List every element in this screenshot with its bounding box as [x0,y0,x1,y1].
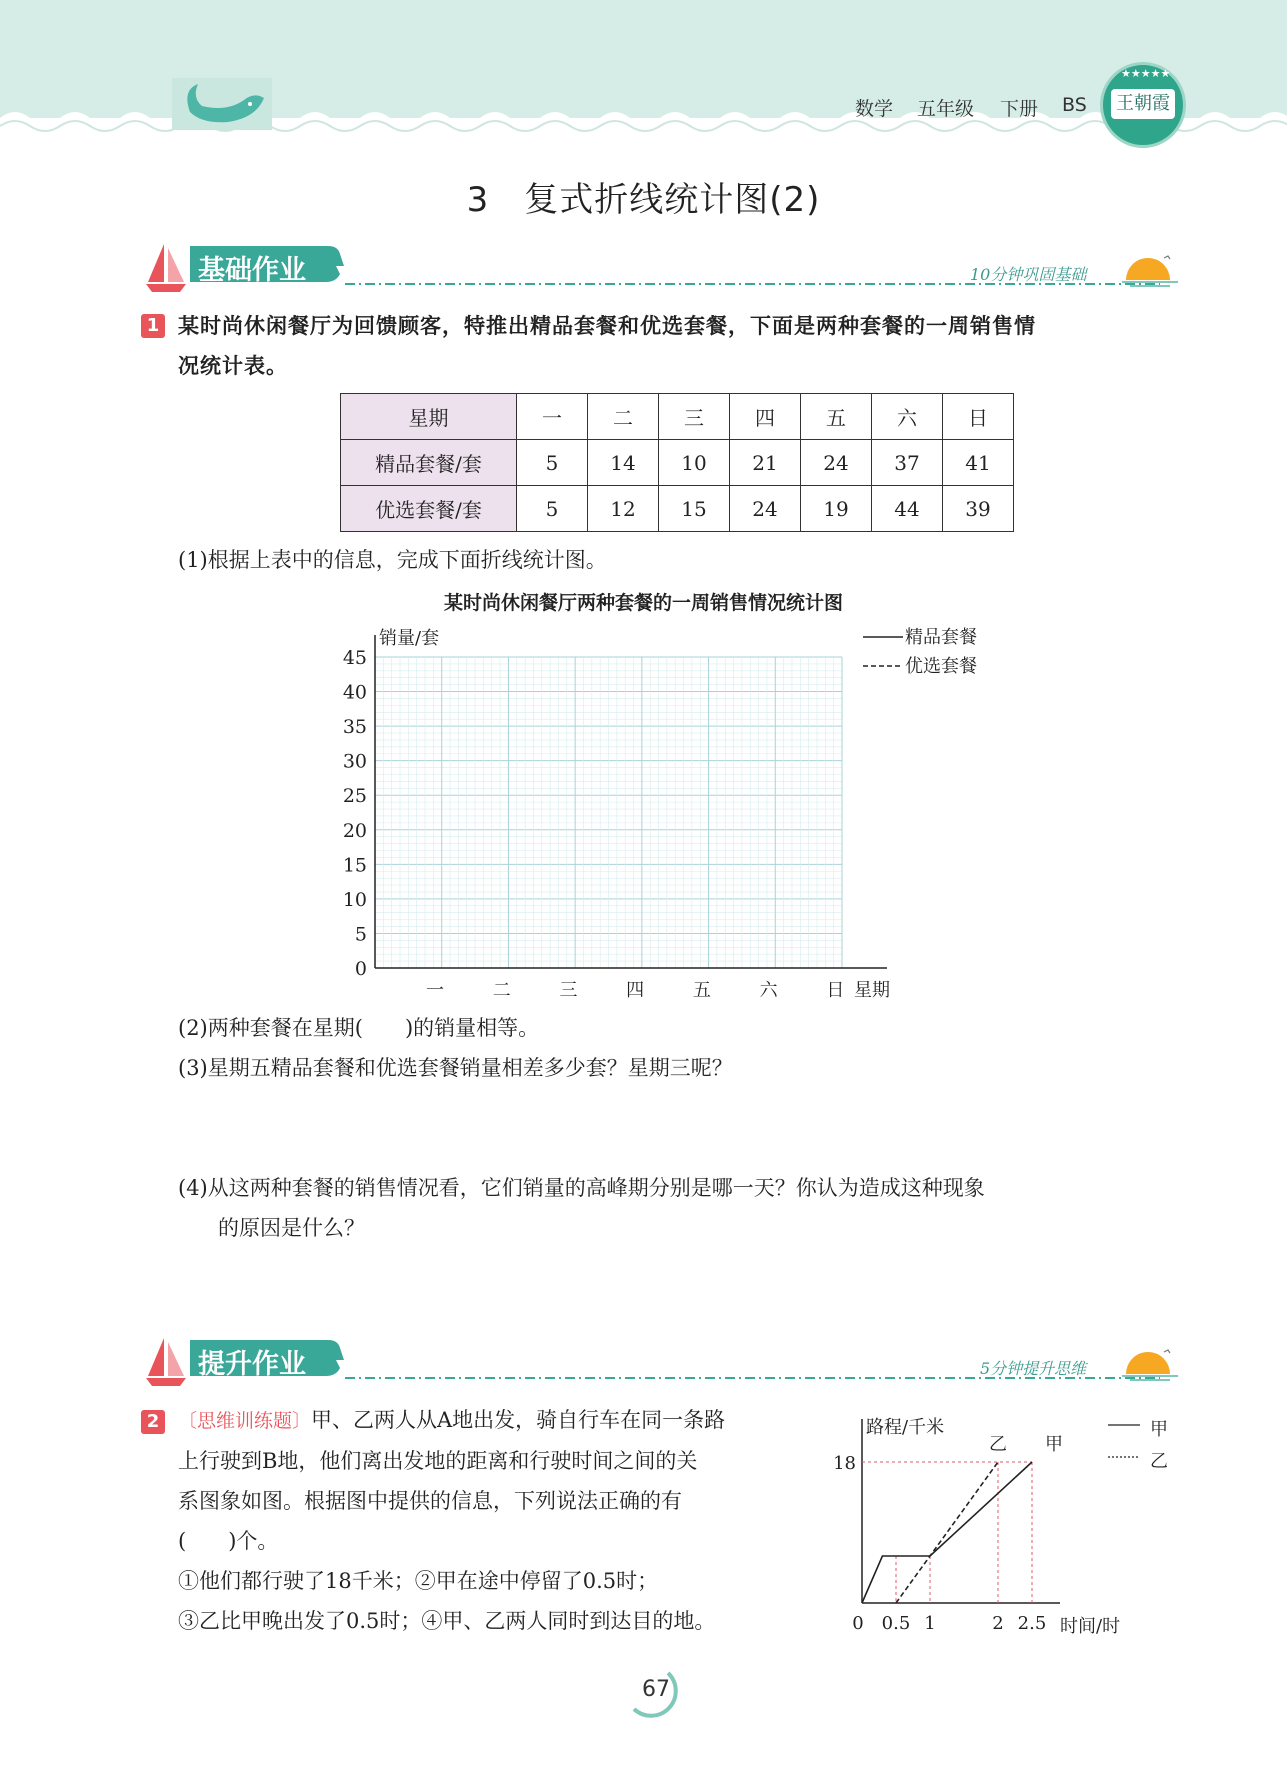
section1-label: 基础作业 [198,255,306,286]
legend-label: 优选套餐 [905,656,977,677]
question-1-sub2: (2)两种套餐在星期( )的销量相等。 [178,1016,540,1040]
x-tick-label: 0 [852,1613,864,1634]
sunset-icon [1120,252,1180,288]
brand-logo [1100,62,1186,148]
question-1-sub4-line1: (4)从这两种套餐的销售情况看，它们销量的高峰期分别是哪一天？你认为造成这种现象 [178,1176,985,1200]
question-2-line6: ③乙比甲晚出发了0.5时；④甲、乙两人同时到达目的地。 [178,1609,716,1633]
table-row-label: 精品套餐/套 [341,440,517,486]
question-2-number: 2 [141,1410,165,1434]
table-cell: 12 [588,486,659,532]
question-2-text [178,1400,818,1641]
x-tick-label: 一 [426,980,445,1001]
table-cell: 24 [801,440,872,486]
header-subject: 数学 [855,98,894,120]
table-header-row [341,394,1014,440]
table-day: 二 [588,394,659,440]
legend-label: 甲 [1150,1419,1168,1440]
y-tick-label: 15 [342,854,367,877]
page-title: 3 复式折线统计图(2) [466,180,821,220]
y-tick-label: 45 [342,647,367,669]
x-tick-label: 六 [759,980,778,1001]
y-tick-label: 20 [342,819,367,842]
section1-note: 10分钟巩固基础 [970,265,1087,284]
header-grade: 五年级 [917,98,975,120]
table-cell: 5 [517,486,588,532]
question-2-line3: 系图象如图。根据图中提供的信息，下列说法正确的有 [178,1489,682,1513]
table-cell: 10 [659,440,730,486]
x-axis-label: 星期 [854,980,890,1001]
question-1-sub4-line2: 的原因是什么？ [218,1216,365,1240]
question-2-tag: 〔思维训练题〕 [178,1410,312,1432]
x-tick-label: 二 [492,980,511,1001]
y-tick-label: 40 [342,681,367,704]
y-tick-label: 25 [342,785,367,808]
y-tick-label: 5 [354,923,367,946]
sunset-icon [1120,1346,1180,1382]
y-tick-label: 35 [342,716,367,739]
question-1-line2: 况统计表。 [178,354,288,378]
table-day: 六 [872,394,943,440]
x-tick-label: 五 [692,980,711,1001]
question-2-line4: ( )个。 [178,1529,279,1553]
x-tick-label: 1 [924,1613,936,1634]
table-day: 五 [801,394,872,440]
question-1-sub4 [178,1168,1188,1248]
question-1-sub3: (3)星期五精品套餐和优选套餐销量相差多少套？星期三呢？ [178,1056,733,1080]
x-tick-label: 日 [826,980,845,1001]
page-number: 67 [642,1677,670,1702]
question-2-line2: 上行驶到B地，他们离出发地的距离和行驶时间之间的关 [178,1449,698,1473]
y-axis-label: 销量/套 [379,628,440,649]
x-tick-label: 2 [992,1613,1004,1634]
series-label: 乙 [989,1434,1007,1455]
y-tick-label: 10 [342,888,367,911]
legend-label: 精品套餐 [905,627,977,648]
y-tick-label: 30 [342,750,367,773]
legend-label: 乙 [1150,1451,1168,1472]
sales-table [340,393,1014,532]
table-cell: 24 [730,486,801,532]
question-1-text [178,306,1188,386]
y-tick-label: 18 [833,1453,856,1474]
question-2-line1: 甲、乙两人从A地出发，骑自行车在同一条路 [311,1408,726,1432]
question-1-line1: 某时尚休闲餐厅为回馈顾客，特推出精品套餐和优选套餐，下面是两种套餐的一周销售情 [178,314,1036,338]
table-row-label: 优选套餐/套 [341,486,517,532]
table-cell: 15 [659,486,730,532]
x-tick-label: 四 [626,980,645,1001]
table-cell: 41 [943,440,1014,486]
table-cell: 5 [517,440,588,486]
table-row [341,440,1014,486]
table-day: 三 [659,394,730,440]
distance-time-chart [830,1405,1185,1635]
table-day: 四 [730,394,801,440]
table-header-label: 星期 [341,394,517,440]
table-cell: 39 [943,486,1014,532]
table-cell: 21 [730,440,801,486]
section2-note: 5分钟提升思维 [980,1359,1087,1378]
series-line-甲 [862,1462,1032,1603]
table-cell: 19 [801,486,872,532]
question-2-line5: ①他们都行驶了18千米；②甲在途中停留了0.5时； [178,1569,659,1593]
star-icon: ★★★★★ [1121,67,1171,80]
x-axis-label: 时间/时 [1060,1616,1121,1635]
table-day: 日 [943,394,1014,440]
brand-name: 王朝霞 [1111,89,1175,119]
chart1-title: 某时尚休闲餐厅两种套餐的一周销售情况统计图 [443,592,843,614]
y-axis-label: 路程/千米 [866,1417,945,1438]
table-day: 一 [517,394,588,440]
header-edition: BS [1062,94,1087,116]
series-line-乙 [896,1462,998,1603]
sales-line-chart [330,622,1030,1007]
y-tick-label: 0 [354,958,367,980]
table-row [341,486,1014,532]
table-cell: 14 [588,440,659,486]
series-label: 甲 [1045,1434,1063,1455]
table-cell: 37 [872,440,943,486]
question-1-number: 1 [141,314,165,338]
header-volume: 下册 [1000,98,1039,120]
question-1-sub1: (1)根据上表中的信息，完成下面折线统计图。 [178,548,607,572]
whale-icon [172,72,277,132]
table-cell: 44 [872,486,943,532]
x-tick-label: 0.5 [881,1613,911,1634]
x-tick-label: 2.5 [1017,1613,1047,1634]
x-tick-label: 三 [559,980,578,1001]
section2-label: 提升作业 [198,1349,306,1380]
